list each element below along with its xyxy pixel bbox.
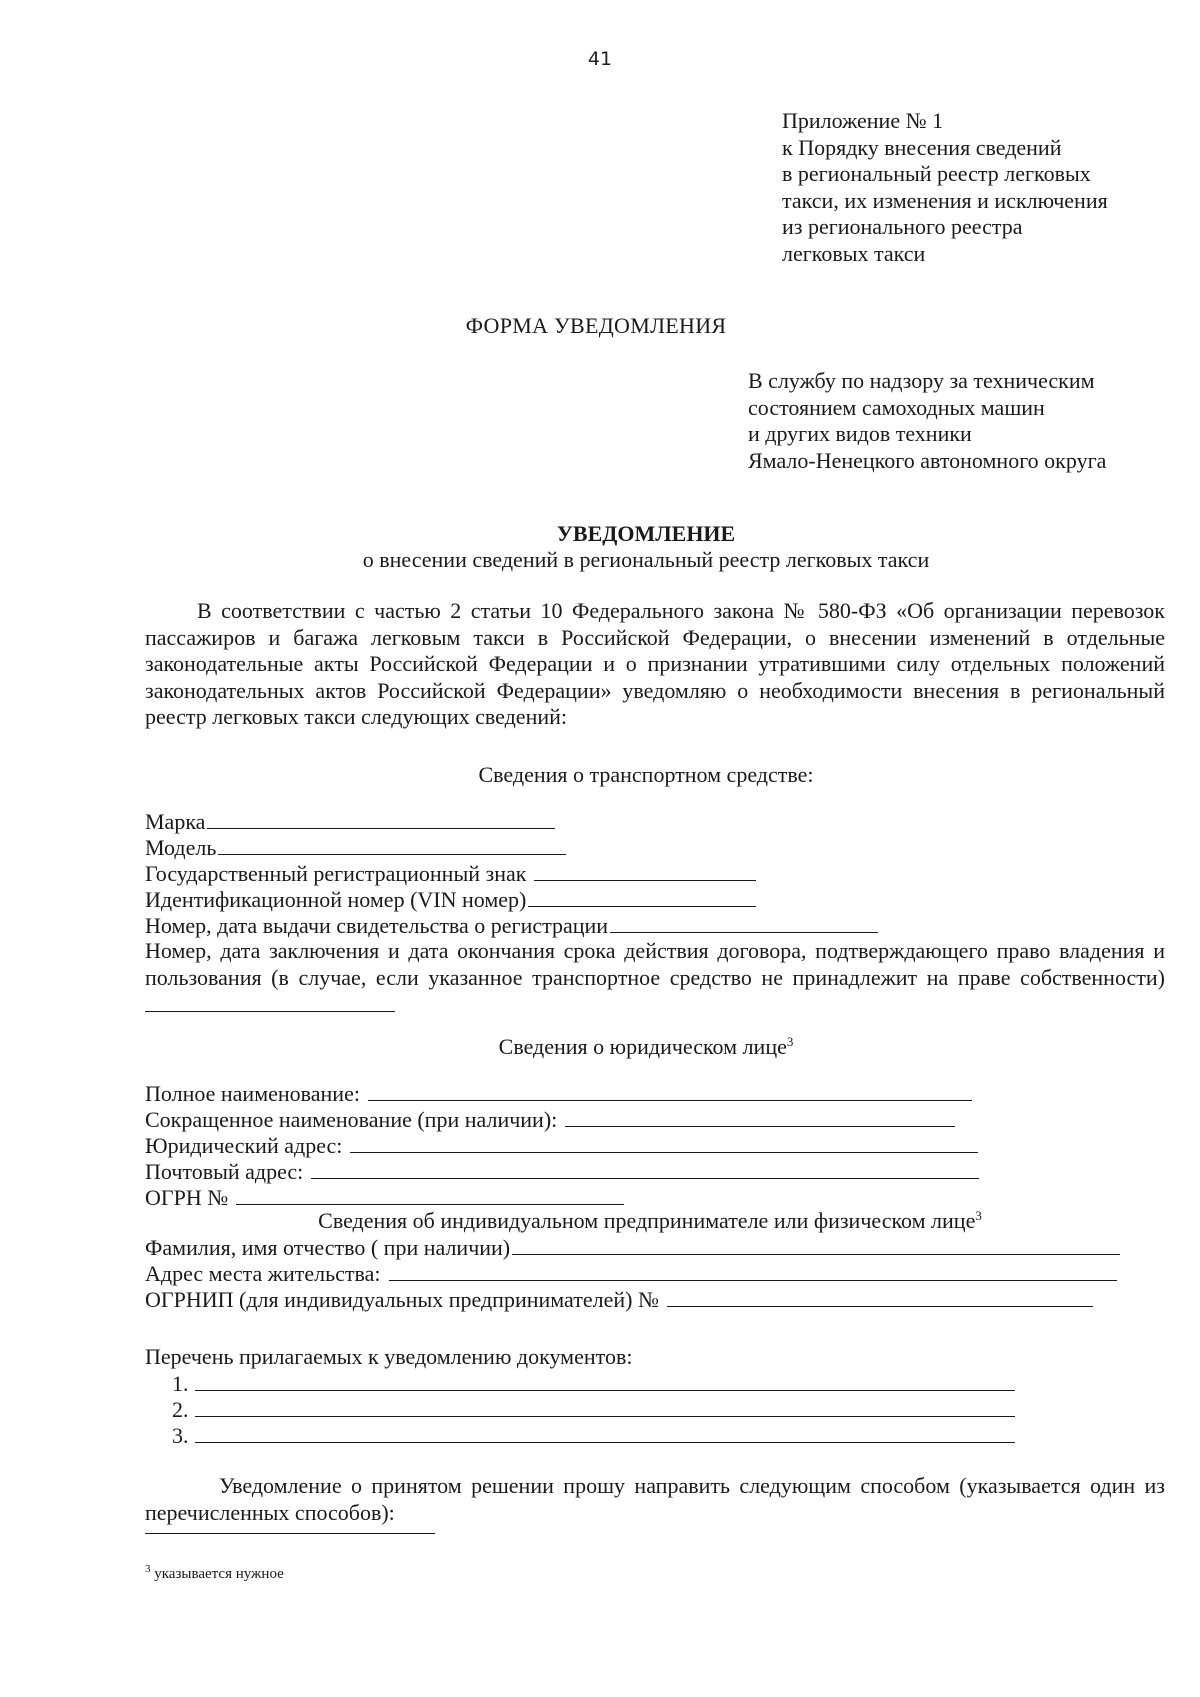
field-brand xyxy=(145,808,555,834)
item-line[interactable] xyxy=(195,1396,1015,1417)
field-short-name xyxy=(145,1106,955,1132)
addressee-line: состоянием самоходных машин xyxy=(748,394,1045,420)
legal-entity-heading xyxy=(0,1034,1200,1060)
individual-heading xyxy=(0,1208,1200,1234)
field-registration-cert xyxy=(145,912,878,938)
field-line[interactable] xyxy=(218,834,566,855)
field-label: Юридический адрес: xyxy=(145,1133,343,1158)
appendix-line: такси, их изменения и исключения xyxy=(782,187,1108,213)
footnote xyxy=(145,1563,284,1583)
heading-text: Сведения об индивидуальном предпринимателе или физическом лице xyxy=(318,1208,976,1233)
field-model xyxy=(145,834,566,860)
field-label: Полное наименование: xyxy=(145,1081,360,1106)
footnote-mark: 3 xyxy=(145,1563,151,1575)
field-residence-address xyxy=(145,1260,1117,1286)
item-number: 2. xyxy=(172,1397,189,1422)
field-line[interactable] xyxy=(534,860,756,881)
field-line[interactable] xyxy=(389,1260,1117,1281)
field-ogrn xyxy=(145,1184,624,1210)
field-label: Номер, дата выдачи свидетельства о регистрации xyxy=(145,913,609,938)
documents-list-item xyxy=(172,1422,1015,1449)
footnote-text: указывается нужное xyxy=(154,1566,284,1582)
item-number: 1. xyxy=(172,1371,189,1396)
appendix-line: к Порядку внесения сведений xyxy=(782,134,1062,160)
addressee-block xyxy=(748,368,1188,474)
field-full-person-name xyxy=(145,1234,1120,1260)
field-label: ОГРНИП (для индивидуальных предпринимателей) № xyxy=(145,1287,659,1312)
field-ogrnip xyxy=(145,1286,1093,1312)
appendix-line: Приложение № 1 xyxy=(782,108,944,133)
intro-text: В соответствии с частью 2 статьи 10 Федерального закона № 580-ФЗ «Об организации перевозок пассажиров и багажа легковым такси в Российской Федерации, о внесении изменений в отдельные законодательные акты Российской Федерации и о признании утратившими силу отдельных положений законодательных актов Российской Федерации» уведомляю о необходимости внесения в региональный реестр легковых такси следующих сведений: xyxy=(145,598,1165,729)
field-label: Модель xyxy=(145,835,217,860)
footnote-divider xyxy=(145,1533,435,1534)
field-label: Фамилия, имя отчество ( при наличии) xyxy=(145,1235,511,1260)
closing-paragraph xyxy=(145,1472,1165,1526)
field-label: ОГРН № xyxy=(145,1185,229,1210)
field-line[interactable] xyxy=(610,912,878,933)
field-label: Идентификационной номер (VIN номер) xyxy=(145,887,527,912)
field-ownership-contract xyxy=(145,938,1165,1019)
appendix-line: из регионального реестра xyxy=(782,214,1023,239)
field-vin xyxy=(145,886,756,912)
footnote-mark: 3 xyxy=(786,1034,794,1049)
appendix-block xyxy=(782,108,1182,267)
field-line[interactable] xyxy=(350,1132,978,1153)
closing-text: Уведомление о принятом решении прошу направить следующим способом (указывается один из перечисленных способов): xyxy=(145,1473,1165,1525)
item-line[interactable] xyxy=(195,1370,1015,1391)
footnote-mark: 3 xyxy=(975,1208,982,1223)
page-number: 41 xyxy=(587,48,613,70)
field-line[interactable] xyxy=(207,808,555,829)
appendix-line: в региональный реестр легковых xyxy=(782,161,1091,186)
field-reg-plate xyxy=(145,860,756,886)
field-line[interactable] xyxy=(667,1286,1093,1307)
field-label: Марка xyxy=(145,809,206,834)
field-line[interactable] xyxy=(368,1080,972,1101)
field-line[interactable] xyxy=(528,886,756,907)
intro-paragraph xyxy=(145,598,1165,731)
vehicle-section-heading: Сведения о транспортном средстве: xyxy=(478,762,814,787)
field-line[interactable] xyxy=(311,1158,979,1179)
form-title: ФОРМА УВЕДОМЛЕНИЯ xyxy=(465,313,727,338)
field-label: Государственный регистрационный знак xyxy=(145,861,527,886)
addressee-line: и других видов техники xyxy=(748,421,972,446)
document-subtitle: о внесении сведений в региональный реестр легковых такси xyxy=(362,547,930,572)
document-title: УВЕДОМЛЕНИЕ xyxy=(556,521,736,546)
field-label: Адрес места жительства: xyxy=(145,1261,381,1286)
documents-list-item xyxy=(172,1370,1015,1397)
addressee-line: В службу по надзору за техническим xyxy=(748,368,1095,393)
heading-text: Сведения о юридическом лице xyxy=(498,1034,787,1059)
field-line[interactable] xyxy=(145,991,395,1012)
addressee-line: Ямало-Ненецкого автономного округа xyxy=(748,447,1107,473)
field-full-name xyxy=(145,1080,972,1106)
field-line[interactable] xyxy=(565,1106,955,1127)
field-label: Номер, дата заключения и дата окончания срока действия договора, подтверждающего право владения и пользования (в случае, если указанное транспортное средство не принадлежит на праве собственности) xyxy=(145,938,1165,990)
documents-list-item xyxy=(172,1396,1015,1423)
item-line[interactable] xyxy=(195,1422,1015,1443)
documents-list-title: Перечень прилагаемых к уведомлению документов: xyxy=(145,1344,633,1369)
appendix-line: легковых такси xyxy=(782,240,926,266)
field-line[interactable] xyxy=(512,1234,1120,1255)
field-label: Сокращенное наименование (при наличии): xyxy=(145,1107,558,1132)
field-legal-address xyxy=(145,1132,978,1158)
field-postal-address xyxy=(145,1158,979,1184)
field-line[interactable] xyxy=(236,1184,624,1205)
field-label: Почтовый адрес: xyxy=(145,1159,304,1184)
item-number: 3. xyxy=(172,1423,189,1448)
